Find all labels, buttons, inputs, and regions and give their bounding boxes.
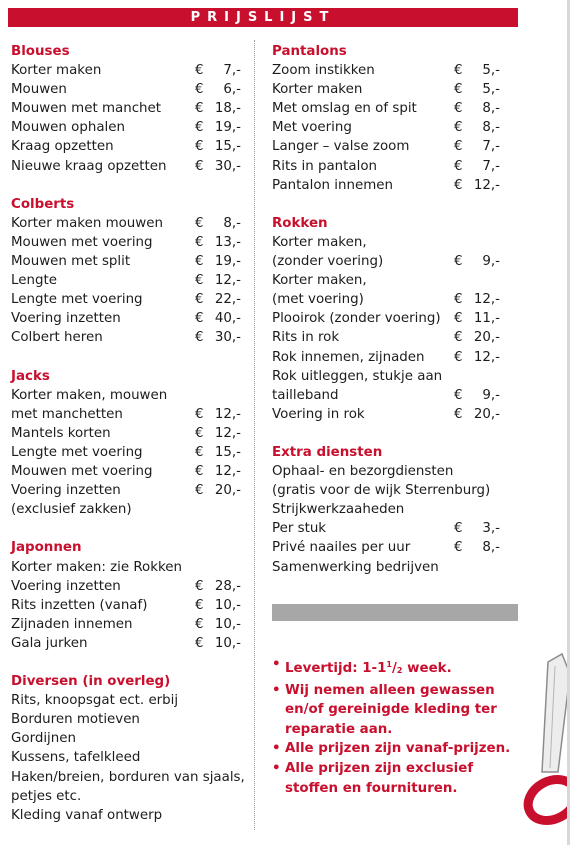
right-column bbox=[272, 42, 500, 596]
price-cell bbox=[195, 615, 241, 634]
section-heading: Japonnen bbox=[11, 540, 82, 556]
note-bullet: • bbox=[272, 741, 281, 757]
price-cell bbox=[195, 806, 241, 825]
price-cell bbox=[490, 481, 500, 500]
price-cell bbox=[454, 233, 500, 252]
currency-symbol: € bbox=[454, 521, 463, 537]
currency-symbol: € bbox=[454, 63, 463, 79]
currency-symbol: € bbox=[195, 597, 204, 613]
note-item bbox=[272, 739, 522, 759]
currency-symbol: € bbox=[195, 254, 204, 270]
price-cell bbox=[195, 252, 241, 271]
price-cell bbox=[195, 157, 241, 176]
currency-symbol: € bbox=[454, 101, 463, 117]
service-name: Mouwen met voering bbox=[11, 234, 153, 250]
price-row bbox=[11, 386, 241, 405]
service-name: Plooirok (zonder voering) bbox=[272, 311, 441, 327]
section-heading: Diversen (in overleg) bbox=[11, 674, 171, 690]
price-amount: 6,- bbox=[223, 82, 241, 98]
price-cell bbox=[454, 519, 500, 538]
scissors-icon bbox=[508, 650, 570, 825]
price-amount: 3,- bbox=[482, 521, 500, 537]
currency-symbol: € bbox=[195, 311, 204, 327]
service-name: met manchetten bbox=[11, 406, 123, 422]
price-cell bbox=[454, 348, 500, 367]
service-name: Rits in rok bbox=[272, 330, 340, 346]
currency-symbol: € bbox=[195, 158, 204, 174]
price-row bbox=[11, 768, 245, 787]
price-amount: 30,- bbox=[214, 158, 241, 174]
price-row bbox=[11, 405, 241, 424]
price-cell bbox=[454, 462, 500, 481]
section-heading: Jacks bbox=[11, 368, 50, 384]
service-name: Samenwerking bedrijven bbox=[272, 559, 439, 575]
price-row bbox=[272, 481, 500, 500]
service-name: Voering inzetten bbox=[11, 483, 121, 499]
price-cell bbox=[195, 405, 241, 424]
price-amount: 12,- bbox=[473, 177, 500, 193]
price-amount: 20,- bbox=[473, 406, 500, 422]
section-rokken bbox=[272, 214, 500, 424]
service-name: Borduren motieven bbox=[11, 712, 140, 728]
service-name: Korter maken, bbox=[272, 234, 367, 250]
service-name: Met omslag en of spit bbox=[272, 101, 417, 117]
service-name: Rits, knoopsgat ect. erbij bbox=[11, 693, 179, 709]
price-cell bbox=[454, 157, 500, 176]
section-heading: Blouses bbox=[11, 44, 70, 59]
price-amount: 11,- bbox=[473, 311, 500, 327]
service-name: (met voering) bbox=[272, 292, 364, 308]
price-row bbox=[11, 309, 241, 328]
price-amount: 7,- bbox=[482, 139, 500, 155]
price-row bbox=[272, 462, 500, 481]
price-cell bbox=[454, 405, 500, 424]
service-name: Gala jurken bbox=[11, 635, 88, 651]
price-amount: 18,- bbox=[214, 101, 241, 117]
note-bullet: • bbox=[272, 760, 281, 776]
section-heading: Extra diensten bbox=[272, 444, 383, 460]
section-diversen-in-overleg bbox=[11, 672, 245, 825]
currency-symbol: € bbox=[195, 425, 204, 441]
currency-symbol: € bbox=[195, 578, 204, 594]
currency-symbol: € bbox=[195, 120, 204, 136]
price-amount: 12,- bbox=[214, 273, 241, 289]
currency-symbol: € bbox=[195, 273, 204, 289]
price-amount: 12,- bbox=[214, 425, 241, 441]
price-amount: 5,- bbox=[482, 63, 500, 79]
price-row bbox=[11, 787, 241, 806]
currency-symbol: € bbox=[195, 444, 204, 460]
price-amount: 28,- bbox=[214, 578, 241, 594]
service-name: Mantels korten bbox=[11, 425, 111, 441]
price-row bbox=[272, 176, 500, 195]
section-colberts bbox=[11, 195, 241, 348]
price-row bbox=[11, 137, 241, 156]
price-cell bbox=[195, 137, 241, 156]
note-text: Wij nemen alleen gewassen en/of gereinigde kleding ter reparatie aan. bbox=[285, 682, 497, 737]
currency-symbol: € bbox=[195, 292, 204, 308]
price-cell bbox=[195, 80, 241, 99]
price-amount: 15,- bbox=[214, 444, 241, 460]
currency-symbol: € bbox=[454, 406, 463, 422]
section-blouses bbox=[11, 42, 241, 176]
section-jacks bbox=[11, 367, 241, 520]
price-cell bbox=[195, 710, 241, 729]
currency-symbol: € bbox=[454, 292, 463, 308]
section-pantalons bbox=[272, 42, 500, 195]
price-cell bbox=[195, 596, 241, 615]
service-name: Mouwen bbox=[11, 82, 67, 98]
price-row bbox=[11, 61, 241, 80]
price-amount: 9,- bbox=[482, 254, 500, 270]
currency-symbol: € bbox=[454, 158, 463, 174]
service-name: Nieuwe kraag opzetten bbox=[11, 158, 167, 174]
service-name: Kussens, tafelkleed bbox=[11, 750, 141, 766]
service-name: Ophaal- en bezorgdiensten bbox=[272, 464, 454, 480]
service-name: Rits in pantalon bbox=[272, 158, 378, 174]
price-row bbox=[272, 290, 500, 309]
note-text: Alle prijzen zijn vanaf-prijzen. bbox=[285, 741, 511, 757]
left-column bbox=[11, 42, 245, 844]
price-row bbox=[11, 328, 241, 347]
service-name: Voering in rok bbox=[272, 406, 365, 422]
price-amount: 7,- bbox=[223, 63, 241, 79]
service-name: Lengte met voering bbox=[11, 292, 143, 308]
price-cell bbox=[454, 252, 500, 271]
price-cell bbox=[454, 176, 500, 195]
service-name: Kleding vanaf ontwerp bbox=[11, 807, 163, 823]
price-amount: 8,- bbox=[482, 540, 500, 556]
price-row bbox=[11, 252, 241, 271]
price-cell bbox=[454, 271, 500, 290]
service-name: Korter maken bbox=[11, 63, 102, 79]
currency-symbol: € bbox=[195, 63, 204, 79]
price-cell bbox=[454, 367, 500, 386]
note-bullet: • bbox=[272, 657, 281, 672]
price-row bbox=[272, 80, 500, 99]
price-row bbox=[11, 710, 241, 729]
price-row bbox=[272, 367, 500, 386]
service-name: (exclusief zakken) bbox=[11, 502, 132, 518]
currency-symbol: € bbox=[195, 635, 204, 651]
service-name: Korter maken: zie Rokken bbox=[11, 559, 182, 575]
service-name: Mouwen ophalen bbox=[11, 120, 125, 136]
price-row bbox=[11, 290, 241, 309]
service-name: Mouwen met split bbox=[11, 254, 131, 270]
price-row bbox=[11, 634, 241, 653]
service-name: tailleband bbox=[272, 387, 339, 403]
currency-symbol: € bbox=[454, 82, 463, 98]
price-amount: 8,- bbox=[482, 101, 500, 117]
price-cell bbox=[195, 748, 241, 767]
service-name: Rok innemen, zijnaden bbox=[272, 349, 425, 365]
price-amount: 19,- bbox=[214, 120, 241, 136]
price-row bbox=[272, 519, 500, 538]
currency-symbol: € bbox=[454, 540, 463, 556]
price-row bbox=[272, 233, 500, 252]
note-item bbox=[272, 759, 522, 798]
price-row bbox=[11, 748, 241, 767]
price-row bbox=[11, 481, 241, 500]
levertijd-slash: / bbox=[391, 661, 397, 676]
service-name: Voering inzetten bbox=[11, 311, 121, 327]
currency-symbol: € bbox=[195, 215, 204, 231]
price-cell bbox=[195, 481, 241, 500]
currency-symbol: € bbox=[454, 139, 463, 155]
service-name: Rits inzetten (vanaf) bbox=[11, 597, 148, 613]
price-row bbox=[272, 157, 500, 176]
price-cell bbox=[195, 577, 241, 596]
column-divider bbox=[254, 40, 255, 830]
price-row bbox=[11, 558, 241, 577]
page-title: PRIJSLIJST bbox=[8, 8, 518, 27]
price-cell bbox=[454, 290, 500, 309]
price-cell bbox=[454, 99, 500, 118]
price-amount: 8,- bbox=[223, 215, 241, 231]
price-row bbox=[272, 386, 500, 405]
price-row bbox=[272, 538, 500, 557]
service-name: Zijnaden innemen bbox=[11, 616, 133, 632]
currency-symbol: € bbox=[195, 139, 204, 155]
service-name: Kraag opzetten bbox=[11, 139, 114, 155]
price-cell bbox=[195, 729, 241, 748]
price-cell bbox=[195, 99, 241, 118]
price-cell bbox=[195, 309, 241, 328]
levertijd-prefix: Levertijd: 1-1 bbox=[285, 661, 387, 676]
grey-banner bbox=[272, 604, 518, 621]
section-heading: Pantalons bbox=[272, 44, 347, 59]
currency-symbol: € bbox=[195, 616, 204, 632]
price-cell bbox=[195, 118, 241, 137]
price-amount: 12,- bbox=[473, 349, 500, 365]
price-amount: 10,- bbox=[214, 597, 241, 613]
price-row bbox=[11, 462, 241, 481]
price-row bbox=[272, 348, 500, 367]
section-japonnen bbox=[11, 538, 241, 653]
price-amount: 10,- bbox=[214, 616, 241, 632]
price-row bbox=[272, 405, 500, 424]
price-cell bbox=[454, 118, 500, 137]
price-cell bbox=[195, 61, 241, 80]
price-row bbox=[272, 309, 500, 328]
price-amount: 9,- bbox=[482, 387, 500, 403]
section-heading: Colberts bbox=[11, 196, 75, 212]
price-amount: 8,- bbox=[482, 120, 500, 136]
price-cell bbox=[454, 80, 500, 99]
price-amount: 12,- bbox=[214, 406, 241, 422]
note-text: Alle prijzen zijn exclusief stoffen en fournituren. bbox=[285, 760, 474, 796]
price-cell bbox=[454, 500, 500, 519]
price-row bbox=[11, 271, 241, 290]
currency-symbol: € bbox=[195, 234, 204, 250]
levertijd-denominator: 2 bbox=[396, 666, 403, 675]
price-amount: 5,- bbox=[482, 82, 500, 98]
price-cell bbox=[195, 424, 241, 443]
service-name: Korter maken bbox=[272, 82, 363, 98]
price-cell bbox=[195, 271, 241, 290]
price-row bbox=[11, 157, 241, 176]
price-row bbox=[11, 691, 241, 710]
price-cell bbox=[195, 787, 241, 806]
service-name: Zoom instikken bbox=[272, 63, 375, 79]
levertijd-numerator: 1 bbox=[386, 660, 392, 669]
price-amount: 20,- bbox=[214, 483, 241, 499]
price-cell bbox=[195, 386, 241, 405]
currency-symbol: € bbox=[454, 177, 463, 193]
price-cell bbox=[454, 61, 500, 80]
price-row bbox=[11, 596, 241, 615]
price-cell bbox=[195, 443, 241, 462]
price-row bbox=[11, 80, 241, 99]
service-name: petjes etc. bbox=[11, 788, 82, 804]
price-cell bbox=[195, 691, 241, 710]
price-row bbox=[272, 558, 500, 577]
price-amount: 40,- bbox=[214, 311, 241, 327]
note-item bbox=[272, 681, 522, 740]
price-amount: 13,- bbox=[214, 234, 241, 250]
service-name: Privé naailes per uur bbox=[272, 540, 411, 556]
service-name: Mouwen met voering bbox=[11, 464, 153, 480]
currency-symbol: € bbox=[195, 82, 204, 98]
service-name: (zonder voering) bbox=[272, 254, 384, 270]
price-row bbox=[272, 99, 500, 118]
currency-symbol: € bbox=[195, 464, 204, 480]
levertijd-suffix: week. bbox=[402, 661, 452, 676]
service-name: Langer – valse zoom bbox=[272, 139, 410, 155]
price-amount: 30,- bbox=[214, 330, 241, 346]
currency-symbol: € bbox=[195, 483, 204, 499]
price-row bbox=[11, 443, 241, 462]
currency-symbol: € bbox=[195, 101, 204, 117]
price-amount: 22,- bbox=[214, 292, 241, 308]
currency-symbol: € bbox=[454, 349, 463, 365]
price-row bbox=[11, 214, 241, 233]
service-name: Lengte bbox=[11, 273, 57, 289]
price-row bbox=[272, 252, 500, 271]
currency-symbol: € bbox=[454, 120, 463, 136]
service-name: Lengte met voering bbox=[11, 444, 143, 460]
currency-symbol: € bbox=[454, 330, 463, 346]
service-name: Korter maken, mouwen bbox=[11, 387, 168, 403]
service-name: Gordijnen bbox=[11, 731, 76, 747]
price-cell bbox=[454, 558, 500, 577]
price-amount: 7,- bbox=[482, 158, 500, 174]
currency-symbol: € bbox=[195, 330, 204, 346]
service-name: Mouwen met manchet bbox=[11, 101, 162, 117]
price-row bbox=[11, 99, 241, 118]
price-row bbox=[272, 118, 500, 137]
price-cell bbox=[454, 309, 500, 328]
service-name: Met voering bbox=[272, 120, 352, 136]
price-row bbox=[11, 233, 241, 252]
price-row bbox=[11, 118, 241, 137]
price-amount: 12,- bbox=[473, 292, 500, 308]
currency-symbol: € bbox=[454, 387, 463, 403]
price-row bbox=[272, 61, 500, 80]
price-amount: 12,- bbox=[214, 464, 241, 480]
service-name: Colbert heren bbox=[11, 330, 103, 346]
price-row bbox=[11, 615, 241, 634]
price-row bbox=[11, 577, 241, 596]
price-cell bbox=[195, 462, 241, 481]
price-row bbox=[272, 328, 500, 347]
price-amount: 20,- bbox=[473, 330, 500, 346]
price-row bbox=[272, 137, 500, 156]
section-heading: Rokken bbox=[272, 215, 328, 231]
price-cell bbox=[454, 137, 500, 156]
price-cell bbox=[195, 233, 241, 252]
price-row bbox=[272, 500, 500, 519]
currency-symbol: € bbox=[195, 406, 204, 422]
price-cell bbox=[454, 386, 500, 405]
price-row bbox=[11, 806, 241, 825]
note-item-levertijd bbox=[272, 655, 522, 681]
service-name: Pantalon innemen bbox=[272, 177, 393, 193]
service-name: Rok uitleggen, stukje aan bbox=[272, 368, 443, 384]
currency-symbol: € bbox=[454, 254, 463, 270]
price-row bbox=[11, 729, 241, 748]
service-name: Strijkwerkzaaheden bbox=[272, 502, 405, 518]
price-cell bbox=[195, 214, 241, 233]
price-row bbox=[11, 500, 241, 519]
price-cell bbox=[195, 500, 241, 519]
section-extra-diensten bbox=[272, 443, 500, 577]
notes-list bbox=[272, 655, 522, 798]
service-name: Haken/breien, borduren van sjaals, bbox=[11, 769, 245, 785]
service-name: (gratis voor de wijk Sterrenburg) bbox=[272, 483, 491, 499]
price-amount: 19,- bbox=[214, 254, 241, 270]
service-name: Korter maken mouwen bbox=[11, 215, 163, 231]
price-cell bbox=[195, 328, 241, 347]
price-cell bbox=[454, 328, 500, 347]
price-amount: 10,- bbox=[214, 635, 241, 651]
price-cell bbox=[454, 538, 500, 557]
currency-symbol: € bbox=[454, 311, 463, 327]
price-cell bbox=[195, 634, 241, 653]
note-bullet: • bbox=[272, 682, 281, 698]
service-name: Per stuk bbox=[272, 521, 327, 537]
price-row bbox=[11, 424, 241, 443]
price-cell bbox=[195, 290, 241, 309]
service-name: Korter maken, bbox=[272, 273, 367, 289]
price-row bbox=[272, 271, 500, 290]
service-name: Voering inzetten bbox=[11, 578, 121, 594]
price-amount: 15,- bbox=[214, 139, 241, 155]
price-cell bbox=[195, 558, 241, 577]
